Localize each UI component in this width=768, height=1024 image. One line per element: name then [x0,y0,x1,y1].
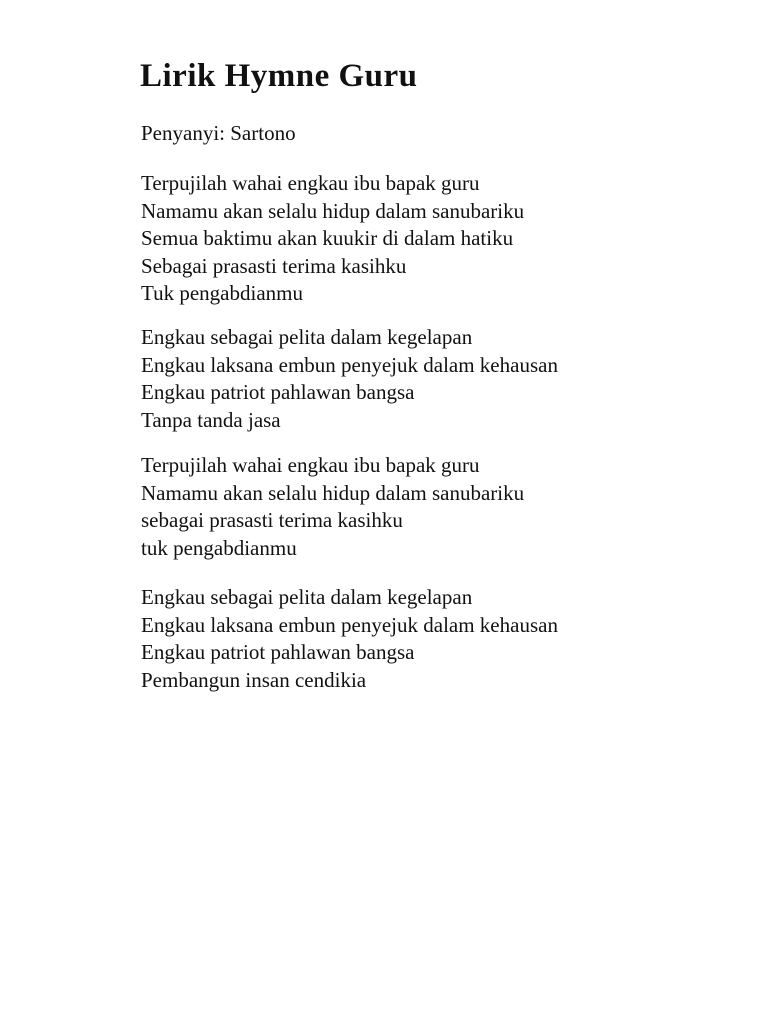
lyric-line: Engkau sebagai pelita dalam kegelapan [141,325,473,349]
lyric-line: Namamu akan selalu hidup dalam sanubariku [141,198,525,223]
lyric-line: Tanpa tanda jasa [141,407,281,432]
lyric-line: Tuk pengabdianmu [141,281,303,305]
lyric-line: Sebagai prasasti terima kasihku [141,253,407,278]
singer-credit: Penyanyi: Sartono [141,121,296,145]
lyric-line: Pembangun insan cendikia [141,667,367,692]
lyric-line: Engkau laksana embun penyejuk dalam kehausan [141,612,558,637]
stanza-1 [141,170,524,308]
stanza-2 [141,324,558,434]
lyric-line: tuk pengabdianmu [141,535,297,560]
lyric-line: Semua baktimu akan kuukir di dalam hatiku [141,226,514,250]
stanza-3 [141,452,524,562]
lyric-line: Terpujilah wahai engkau ibu bapak guru [141,171,480,195]
lyric-line: Engkau sebagai pelita dalam kegelapan [141,585,473,609]
document-title: Lirik Hymne Guru [140,58,418,94]
lyric-line: Engkau patriot pahlawan bangsa [141,640,415,664]
lyric-line: Namamu akan selalu hidup dalam sanubariku [141,480,525,505]
lyric-line: Terpujilah wahai engkau ibu bapak guru [141,453,480,477]
stanza-4 [141,584,558,694]
lyric-line: Engkau patriot pahlawan bangsa [141,380,415,404]
lyric-line: Engkau laksana embun penyejuk dalam kehausan [141,352,558,377]
lyric-line: sebagai prasasti terima kasihku [141,508,403,532]
